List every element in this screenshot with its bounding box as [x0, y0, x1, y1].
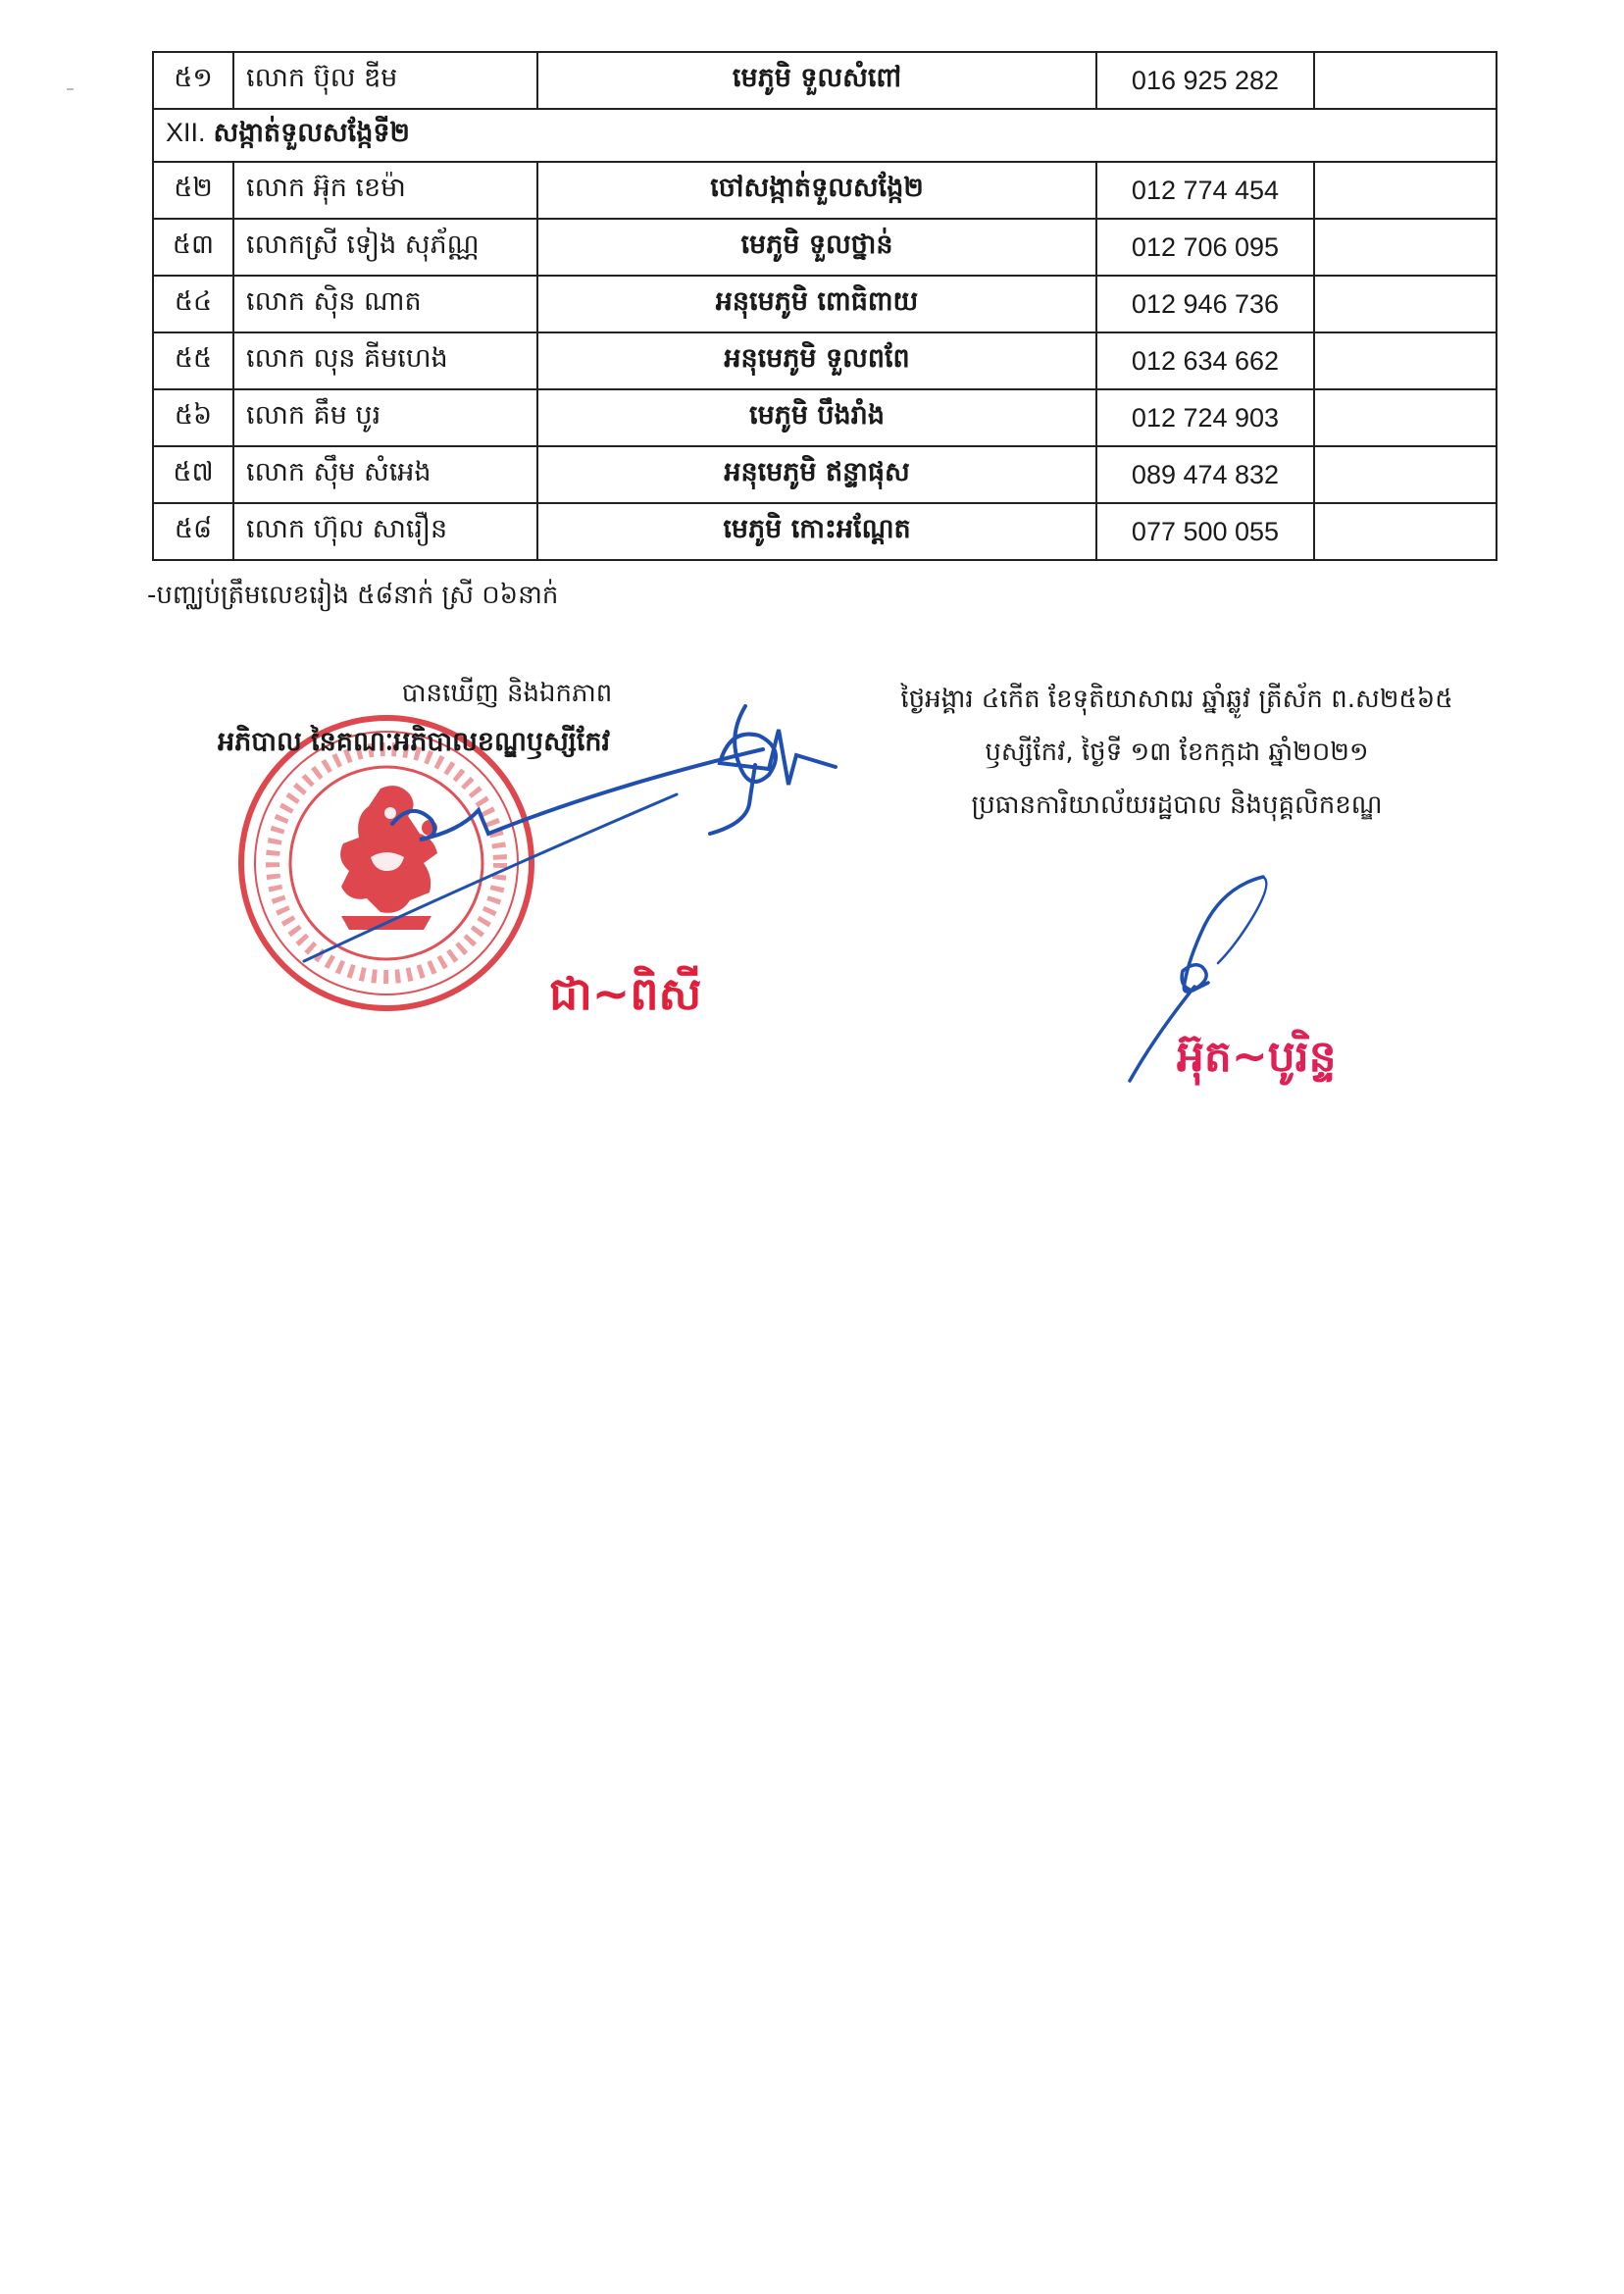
note-cell — [1314, 276, 1497, 332]
table-footnote: -បញ្ឈប់ត្រឹមលេខរៀង ៥៨នាក់ ស្រី ០៦នាក់ — [147, 581, 559, 610]
row-number: ៥៣ — [153, 219, 233, 276]
table-row — [153, 332, 1497, 389]
table-row — [153, 446, 1497, 503]
note-cell — [1314, 332, 1497, 389]
table-row — [153, 276, 1497, 332]
official-position: មេភូមិ ទួលថ្នាន់ — [537, 219, 1096, 276]
signer-name-stamp: អ៊ុត~បូរិន្ទ — [1177, 1032, 1337, 1082]
phone-number: 077 500 055 — [1096, 503, 1314, 560]
row-number: ៥២ — [153, 162, 233, 219]
note-cell — [1314, 52, 1497, 109]
section-number: XII. — [166, 117, 206, 147]
date-signature-block — [853, 687, 1500, 845]
row-number: ៥៧ — [153, 446, 233, 503]
row-number: ៥៥ — [153, 332, 233, 389]
approver-name-stamp: ជា~ពិសី — [549, 967, 702, 1020]
official-name: លោក ស៊ិន ណាត — [233, 276, 537, 332]
phone-number: 016 925 282 — [1096, 52, 1314, 109]
row-number: ៥៤ — [153, 276, 233, 332]
phone-number: 012 634 662 — [1096, 332, 1314, 389]
row-number: ៥៦ — [153, 389, 233, 446]
section-row — [153, 109, 1497, 162]
official-name: លោក ប៊ុល ឌីម — [233, 52, 537, 109]
approval-block — [218, 677, 767, 764]
section-header — [153, 109, 1497, 162]
official-position: មេភូមិ កោះអណ្តែត — [537, 503, 1096, 560]
official-name: លោកស្រី ទៀង សុភ័ណ្ណ — [233, 219, 537, 276]
table-row — [153, 162, 1497, 219]
official-position: ចៅសង្កាត់ទួលសង្កែ២ — [537, 162, 1096, 219]
note-cell — [1314, 446, 1497, 503]
official-name: លោក គឹម បូរ — [233, 389, 537, 446]
official-position: មេភូមិ ទួលសំពៅ — [537, 52, 1096, 109]
phone-number: 012 774 454 — [1096, 162, 1314, 219]
note-cell — [1314, 503, 1497, 560]
phone-number: 089 474 832 — [1096, 446, 1314, 503]
lunar-date-line: ថ្ងៃអង្គារ ៤កើត ខែទុតិយាសាឍ ឆ្នាំឆ្លូវ ត្រីស័ក ព.ស២៥៦៥ — [900, 685, 1453, 714]
official-position: អនុមេភូមិ ឥន្ទាផុស — [537, 446, 1096, 503]
officials-table — [152, 51, 1497, 561]
section-title: សង្កាត់ទួលសង្កែទី២ — [213, 117, 410, 148]
table-row — [153, 52, 1497, 109]
scan-speck — [67, 88, 74, 90]
phone-number: 012 706 095 — [1096, 219, 1314, 276]
official-name: លោក ស៊ឹម សំអេង — [233, 446, 537, 503]
official-position: អនុមេភូមិ ពោធិពាយ — [537, 276, 1096, 332]
approver-title: អភិបាល នៃគណៈអភិបាលខណ្ឌឫស្សីកែវ — [218, 727, 611, 757]
phone-number: 012 946 736 — [1096, 276, 1314, 332]
official-position: មេភូមិ បឹងរាំង — [537, 389, 1096, 446]
official-position: អនុមេភូមិ ទួលពពែ — [537, 332, 1096, 389]
note-cell — [1314, 389, 1497, 446]
row-number: ៥៨ — [153, 503, 233, 560]
row-number: ៥១ — [153, 52, 233, 109]
table-row — [153, 219, 1497, 276]
approval-line: បានឃើញ និងឯកភាព — [401, 679, 613, 708]
note-cell — [1314, 219, 1497, 276]
official-name: លោក ហ៊ុល សារឿន — [233, 503, 537, 560]
official-name: លោក លុន គីមហេង — [233, 332, 537, 389]
official-name: លោក អ៊ុក ខេម៉ា — [233, 162, 537, 219]
phone-number: 012 724 903 — [1096, 389, 1314, 446]
note-cell — [1314, 162, 1497, 219]
table-row — [153, 389, 1497, 446]
signer-title: ប្រធានការិយាល័យរដ្ឋបាល និងបុគ្គលិកខណ្ឌ — [971, 790, 1383, 820]
table-row — [153, 503, 1497, 560]
solar-date-line: ឫស្សីកែវ, ថ្ងៃទី ១៣ ខែកក្កដា ឆ្នាំ២០២១ — [985, 738, 1369, 767]
